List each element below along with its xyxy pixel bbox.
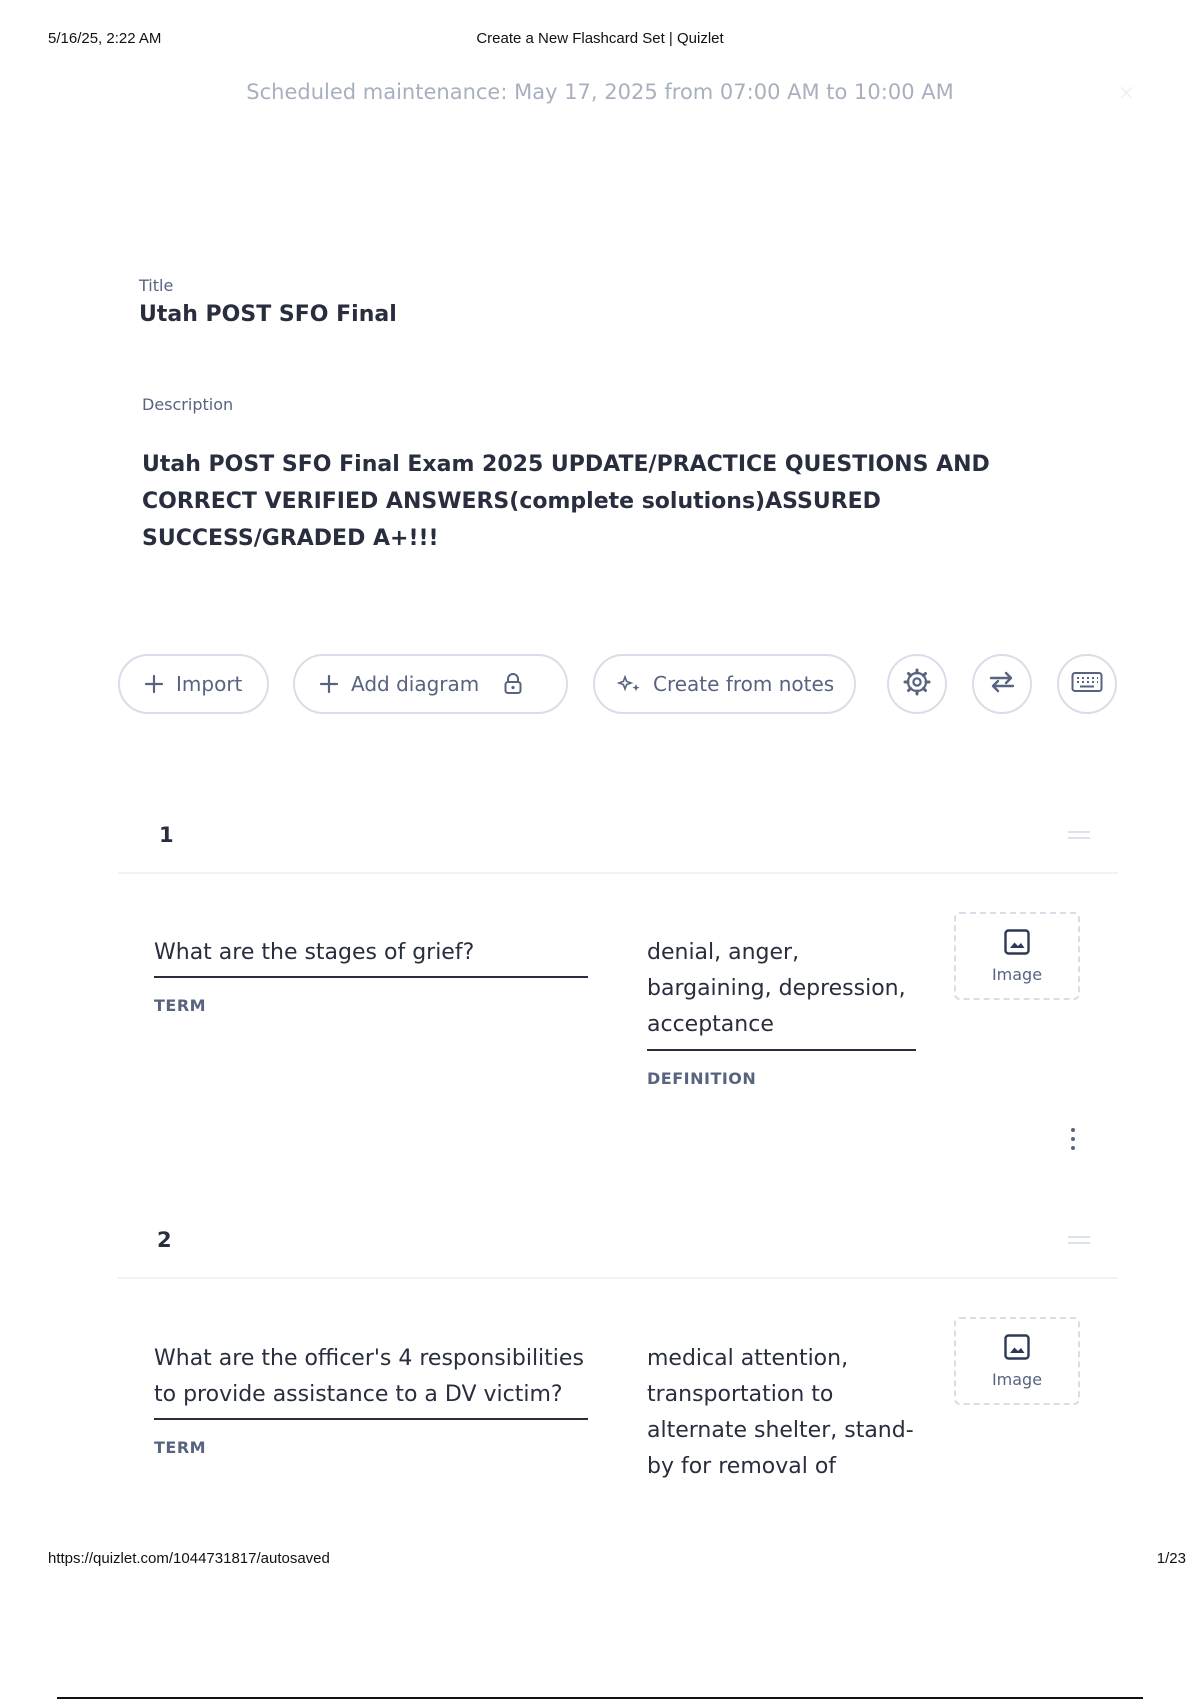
description-label: Description <box>142 395 234 414</box>
plus-icon <box>144 674 164 694</box>
keyboard-icon <box>1071 671 1103 697</box>
add-diagram-button[interactable] <box>293 654 568 714</box>
term-underline <box>154 976 588 978</box>
swap-icon <box>987 670 1017 698</box>
image-icon <box>1003 1333 1031 1365</box>
page-number: 1/23 <box>1156 1550 1186 1567</box>
print-header <box>48 30 1152 50</box>
definition-input[interactable]: denial, anger, bargaining, depression, acceptance <box>647 940 906 1037</box>
image-label: Image <box>991 965 1043 984</box>
card-number: 1 <box>159 823 174 847</box>
title-label: Title <box>139 276 174 295</box>
maintenance-banner: Scheduled maintenance: May 17, 2025 from 07:00 AM to 10:00 AM <box>246 80 954 104</box>
card-number: 2 <box>157 1228 172 1252</box>
card-divider <box>118 1277 1118 1279</box>
term-underline <box>154 1418 588 1420</box>
add-image-button[interactable] <box>954 912 1080 1000</box>
image-icon <box>1003 928 1031 960</box>
print-url: https://quizlet.com/1044731817/autosaved <box>48 1550 330 1567</box>
term-input[interactable]: What are the stages of grief? <box>154 940 475 965</box>
swap-terms-button[interactable] <box>972 654 1032 714</box>
print-date: 5/16/25, 2:22 AM <box>48 30 162 47</box>
set-description-input[interactable]: Utah POST SFO Final Exam 2025 UPDATE/PRACTICE QUESTIONS AND CORRECT VERIFIED ANSWERS(complete solutions)ASSURED SUCCESS/GRADED A+!!! <box>142 452 990 551</box>
close-icon[interactable]: × <box>1118 80 1135 104</box>
settings-button[interactable] <box>887 654 947 714</box>
plus-icon <box>319 674 339 694</box>
definition-label: DEFINITION <box>647 1069 757 1088</box>
drag-handle-icon[interactable] <box>1068 830 1090 840</box>
set-title-input[interactable]: Utah POST SFO Final <box>139 302 397 327</box>
drag-handle-icon[interactable] <box>1068 1235 1090 1245</box>
page-bottom-rule <box>57 1697 1143 1699</box>
add-image-button[interactable] <box>954 1317 1080 1405</box>
more-options-icon[interactable] <box>1068 1128 1078 1150</box>
create-from-notes-button[interactable] <box>593 654 856 714</box>
print-page-title: Create a New Flashcard Set | Quizlet <box>476 30 724 47</box>
create-from-notes-label: Create from notes <box>653 672 835 696</box>
term-label: TERM <box>154 1438 207 1457</box>
lock-icon <box>503 673 523 695</box>
image-label: Image <box>991 1370 1043 1389</box>
term-input[interactable]: What are the officer's 4 responsibilities to provide assistance to a DV victim? <box>154 1346 584 1407</box>
sparkle-icon <box>617 674 643 694</box>
card-divider <box>118 872 1118 874</box>
definition-input[interactable]: medical attention, transportation to alternate shelter, stand-by for removal of <box>647 1346 914 1479</box>
add-diagram-label: Add diagram <box>351 672 480 696</box>
settings-icon <box>902 667 932 701</box>
import-label: Import <box>176 672 243 696</box>
term-label: TERM <box>154 996 207 1015</box>
keyboard-shortcuts-button[interactable] <box>1057 654 1117 714</box>
definition-underline <box>647 1049 916 1051</box>
import-button[interactable] <box>118 654 269 714</box>
set-toolbar <box>118 654 1118 716</box>
